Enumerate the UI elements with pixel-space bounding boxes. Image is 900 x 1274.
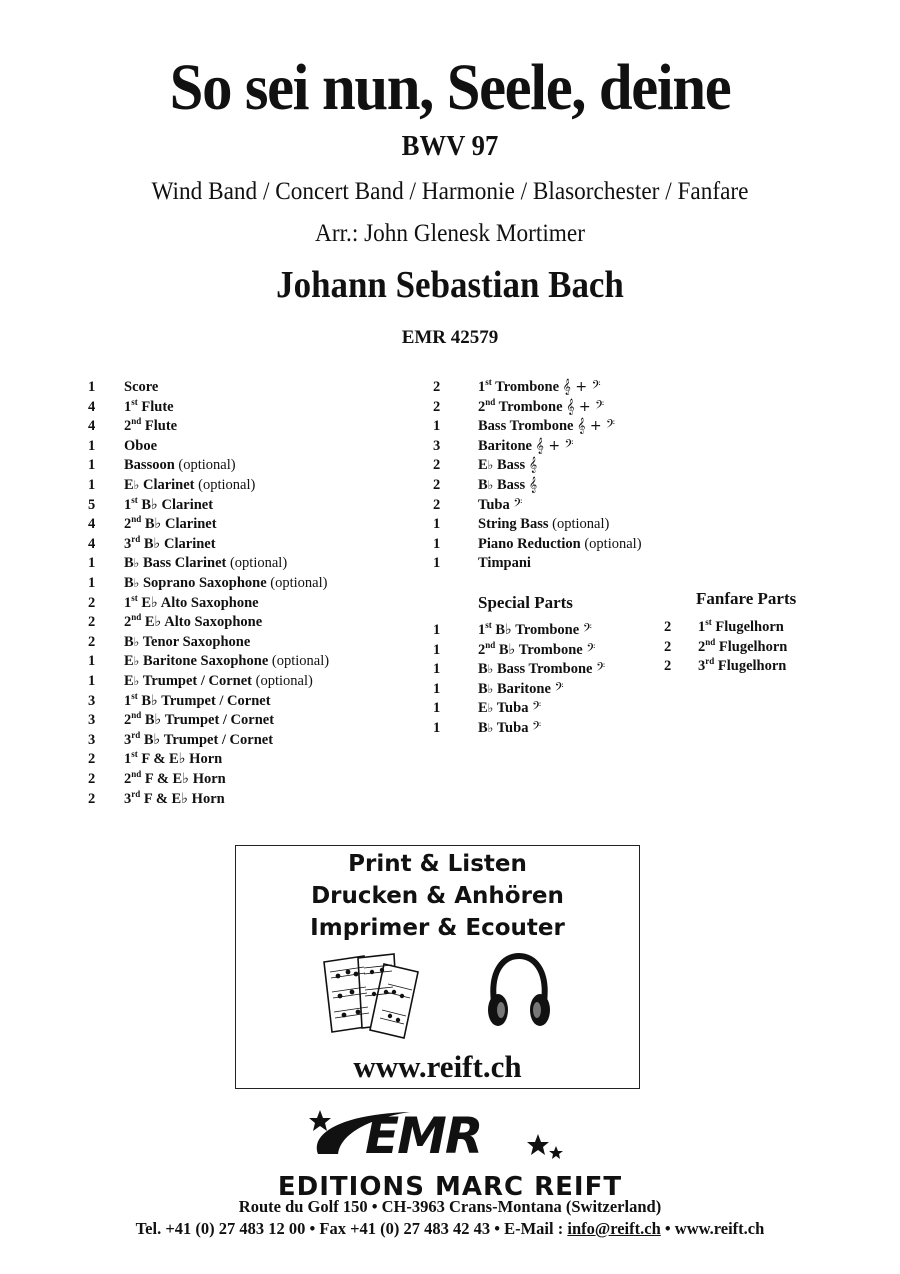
part-name [124,750,222,770]
part-quantity: 1 [88,575,96,591]
part-ordinal: 3 [124,731,132,748]
part-instrument: Baritone Saxophone [142,653,269,670]
piece-title: So sei nun, Seele, deine [169,51,731,124]
part-name [478,641,595,661]
part-quantity: 2 [88,751,96,768]
part-quantity: 2 [664,638,672,655]
part-quantity: 1 [88,437,96,454]
flat-sign: ♭ [133,654,140,669]
part-instrument: Tenor Saxophone [142,633,251,650]
part-instrument: Flute [141,398,174,415]
logo-star-small [549,1146,563,1159]
part-ordinal: E [124,477,134,493]
clef-icon: 𝄢 [596,661,606,678]
part-quantity: 1 [433,720,441,736]
part-instrument: Trombone [518,641,583,658]
flat-sign: ♭ [133,634,140,649]
part-name [698,638,787,658]
part-ordinal: B [478,477,488,493]
part-instrument: Trombone [498,398,563,415]
flat-sign: ♭ [487,721,494,735]
publisher-address: Route du Golf 150 • CH-3963 Crans-Montana (Switzerland) [238,1197,662,1216]
emr-logo-text: EMR [365,1107,482,1165]
part-quantity: 1 [88,653,96,670]
part-quantity: 1 [433,535,441,552]
part-key: E♭ [141,594,158,611]
part-key: F & E♭ [143,790,189,807]
part-instrument: Flugelhorn [715,619,784,635]
part-name [478,417,615,437]
part-instrument: Bass [496,457,526,474]
part-quantity: 2 [433,496,441,513]
clef-icon: 𝄞 + 𝄢 [535,437,574,454]
part-ordinal-suffix: rd [705,656,715,667]
part-instrument: Trumpet / Cornet [161,692,271,709]
part-quantity: 1 [88,673,96,689]
part-ordinal-suffix: st [131,494,138,505]
part-quantity: 2 [433,379,441,395]
part-name [124,398,174,418]
part-name [124,535,216,555]
part-instrument: Tuba [478,496,510,513]
part-instrument: Bass Trombone [478,418,574,435]
part-ordinal: 2 [124,712,132,729]
part-ordinal-suffix: nd [705,636,716,647]
clef-icon: 𝄢 [532,720,542,736]
part-name [478,535,642,555]
part-instrument: Bass [496,477,526,493]
part-name [478,398,604,418]
part-ordinal-suffix: st [131,749,138,760]
part-key: B♭ [143,535,161,552]
contact-website: • www.reift.ch [660,1219,765,1238]
part-quantity: 5 [88,496,96,513]
optional-note: (optional) [271,653,330,670]
part-ordinal: 2 [124,614,132,631]
part-instrument: Baritone [496,680,551,697]
part-ordinal: B [478,720,488,736]
part-key: B♭ [498,641,516,658]
part-ordinal-suffix: nd [131,710,142,721]
part-name [124,672,313,692]
part-name [124,437,157,457]
part-name [124,790,225,810]
part-ordinal: 2 [698,638,706,655]
part-ordinal: 2 [478,641,486,658]
part-ordinal: 3 [124,535,132,552]
part-name [478,378,601,398]
part-quantity: 3 [88,731,96,748]
part-ordinal-suffix: nd [131,769,142,780]
part-quantity: 2 [88,790,96,807]
part-instrument: Piano Reduction [478,535,581,552]
part-name [478,437,574,457]
part-instrument: Flugelhorn [717,658,787,675]
part-instrument: String Bass [478,516,549,533]
part-ordinal: B [124,633,134,650]
part-quantity: 3 [433,437,441,454]
publisher-contact [0,1218,900,1240]
part-ordinal: 3 [698,658,706,675]
part-ordinal-suffix: rd [131,729,141,740]
part-ordinal: 1 [124,692,132,709]
part-quantity: 2 [664,658,672,675]
part-quantity: 1 [88,379,96,395]
clef-icon: 𝄢 [532,700,542,717]
part-quantity: 2 [88,633,96,650]
part-name [124,515,217,535]
part-ordinal-suffix: st [705,617,712,628]
part-ordinal: B [124,575,134,591]
part-name [698,657,786,677]
logo-star-left [309,1110,331,1131]
logo-star-right [527,1134,549,1155]
part-ordinal: 1 [124,751,132,768]
flat-sign: ♭ [133,556,140,571]
part-name [478,719,541,739]
part-key: F & E♭ [144,771,190,787]
part-name [124,574,327,594]
part-instrument: Horn [189,751,223,768]
part-ordinal: E [124,673,134,689]
part-quantity: 1 [433,622,441,638]
arranger: Arr.: John Glenesk Mortimer [315,220,585,247]
part-ordinal: B [124,555,134,572]
part-ordinal: 1 [698,619,706,635]
part-name [124,594,259,614]
part-ordinal-suffix: nd [485,639,496,650]
part-name [124,633,250,653]
part-ordinal: 2 [124,771,132,787]
flat-sign: ♭ [133,576,140,590]
part-ordinal-suffix: st [131,690,138,701]
part-ordinal: E [478,457,488,474]
part-name [124,456,236,476]
part-quantity: 3 [88,712,96,729]
part-key: B♭ [144,516,162,533]
part-quantity: 1 [88,555,96,572]
optional-note: (optional) [229,555,288,572]
part-ordinal: E [478,700,488,717]
part-ordinal: 1 [124,496,132,513]
part-name [478,699,541,719]
part-quantity: 2 [433,398,441,415]
part-instrument: Tuba [496,700,529,717]
part-name [124,417,177,437]
optional-note: (optional) [584,535,642,552]
part-key: F & E♭ [141,751,186,768]
part-ordinal: B [478,661,488,678]
part-ordinal-suffix: nd [131,612,142,623]
part-instrument: Trombone [515,622,580,638]
part-quantity: 1 [433,418,441,435]
part-name [124,378,158,398]
part-ordinal-suffix: st [131,396,138,407]
part-quantity: 1 [88,457,96,474]
part-name [124,554,287,574]
edition-number: EMR 42579 [401,327,499,348]
part-name [124,476,255,496]
part-key: B♭ [141,692,158,709]
website-link[interactable]: www.reift.ch [353,1049,522,1084]
part-quantity: 1 [433,680,441,697]
part-instrument: Oboe [124,437,158,454]
optional-note: (optional) [198,477,256,493]
part-quantity: 2 [88,614,96,631]
email-link[interactable]: info@reift.ch [567,1219,661,1238]
part-key: B♭ [495,622,512,638]
part-ordinal: 1 [124,594,132,611]
part-quantity: 1 [433,661,441,678]
print-listen-box [235,845,640,1089]
part-instrument: Trumpet / Cornet [164,712,275,729]
part-ordinal: B [478,680,488,697]
flat-sign: ♭ [487,681,494,696]
clef-icon: 𝄢 [513,496,523,513]
flat-sign: ♭ [487,701,494,716]
part-instrument: Timpani [478,555,531,572]
optional-note: (optional) [270,575,328,591]
part-quantity: 2 [664,619,672,635]
part-name [478,515,609,535]
part-instrument: Clarinet [164,535,216,552]
promo-line-german: Drucken & Anhören [311,883,564,909]
part-key: B♭ [141,496,158,513]
part-name [124,711,274,731]
clef-icon: 𝄞 [528,477,538,493]
part-quantity: 4 [88,516,96,533]
part-quantity: 2 [433,457,441,474]
part-ordinal-suffix: nd [131,514,142,525]
part-name [124,731,273,751]
part-instrument: Alto Saxophone [164,614,263,631]
part-instrument: Clarinet [161,496,214,513]
part-name [478,621,592,641]
flat-sign: ♭ [133,674,140,688]
part-quantity: 1 [88,477,96,493]
instrumentation: Wind Band / Concert Band / Harmonie / Blasorchester / Fanfare [151,178,749,205]
part-ordinal-suffix: st [131,592,138,603]
part-name [124,692,271,712]
clef-icon: 𝄢 [582,622,592,638]
special-parts-heading: Special Parts [478,593,573,612]
part-quantity: 2 [433,477,441,493]
part-instrument: Bass Trombone [496,661,593,678]
part-name [124,613,262,633]
clef-icon: 𝄢 [554,680,564,697]
part-ordinal: E [124,653,134,670]
part-instrument: Tuba [496,720,529,736]
part-instrument: Clarinet [142,477,195,493]
part-ordinal: 2 [124,418,132,435]
part-ordinal: 1 [124,398,132,415]
part-quantity: 1 [433,516,441,533]
part-quantity: 1 [433,555,441,572]
promo-line-english: Print & Listen [348,851,527,877]
part-instrument: Trumpet / Cornet [142,673,252,689]
part-name [478,476,537,496]
clef-icon: 𝄢 [586,641,596,658]
part-ordinal-suffix: st [485,377,492,388]
part-quantity: 1 [433,641,441,658]
part-name [478,554,531,574]
part-instrument: Bassoon [124,457,175,474]
optional-note: (optional) [255,673,313,689]
part-instrument: Horn [192,771,226,787]
part-name [698,618,784,638]
headphones-icon [484,950,554,1036]
clef-icon: 𝄞 [528,457,538,474]
flat-sign: ♭ [487,458,494,473]
optional-note: (optional) [178,457,236,474]
clef-icon: 𝄞 + 𝄢 [577,418,616,435]
part-quantity: 4 [88,535,96,552]
part-instrument: Alto Saxophone [160,594,259,611]
part-name [478,660,605,680]
part-instrument: Bass Clarinet [142,555,227,572]
part-name [124,496,213,516]
part-instrument: Horn [191,790,225,807]
part-instrument: Baritone [478,437,532,454]
part-key: B♭ [143,731,161,748]
part-key: E♭ [144,614,162,631]
part-name [478,456,537,476]
contact-phone-fax: Tel. +41 (0) 27 483 12 00 • Fax +41 (0) 27 483 42 43 • E-Mail : [135,1219,568,1238]
part-quantity: 2 [88,771,96,787]
part-quantity: 3 [88,692,96,709]
part-ordinal-suffix: rd [131,788,141,799]
clef-icon: 𝄞 + 𝄢 [562,379,601,395]
sheet-music-icon [318,952,428,1042]
part-ordinal-suffix: rd [131,533,141,544]
part-ordinal-suffix: nd [131,416,142,427]
part-instrument: Flute [144,418,178,435]
flat-sign: ♭ [487,662,494,677]
part-key: B♭ [144,712,162,729]
flat-sign: ♭ [133,478,140,492]
part-ordinal: 1 [478,379,486,395]
publisher-name: EDITIONS MARC REIFT [277,1172,623,1202]
part-name [124,652,329,672]
catalogue-number: BWV 97 [401,130,499,162]
part-name [478,680,564,700]
part-instrument: Trumpet / Cornet [163,731,274,748]
part-quantity: 2 [88,594,96,611]
flat-sign: ♭ [487,478,494,492]
part-instrument: Trombone [495,379,560,395]
part-ordinal-suffix: nd [485,396,496,407]
part-quantity: 4 [88,398,96,415]
part-quantity: 1 [433,700,441,717]
part-quantity: 4 [88,418,96,435]
part-instrument: Soprano Saxophone [142,575,267,591]
part-instrument: Clarinet [165,516,217,533]
part-instrument: Flugelhorn [718,638,788,655]
part-ordinal: 3 [124,790,132,807]
optional-note: (optional) [552,516,610,533]
part-ordinal: 2 [124,516,132,533]
clef-icon: 𝄞 + 𝄢 [566,398,605,415]
part-ordinal: 1 [478,622,486,638]
part-name [478,496,522,516]
promo-line-french: Imprimer & Ecouter [310,915,565,941]
part-instrument: Score [124,379,159,395]
composer: Johann Sebastian Bach [276,264,624,306]
part-name [124,770,226,790]
part-ordinal-suffix: st [485,620,492,631]
fanfare-parts-heading: Fanfare Parts [696,589,797,608]
part-ordinal: 2 [478,398,486,415]
